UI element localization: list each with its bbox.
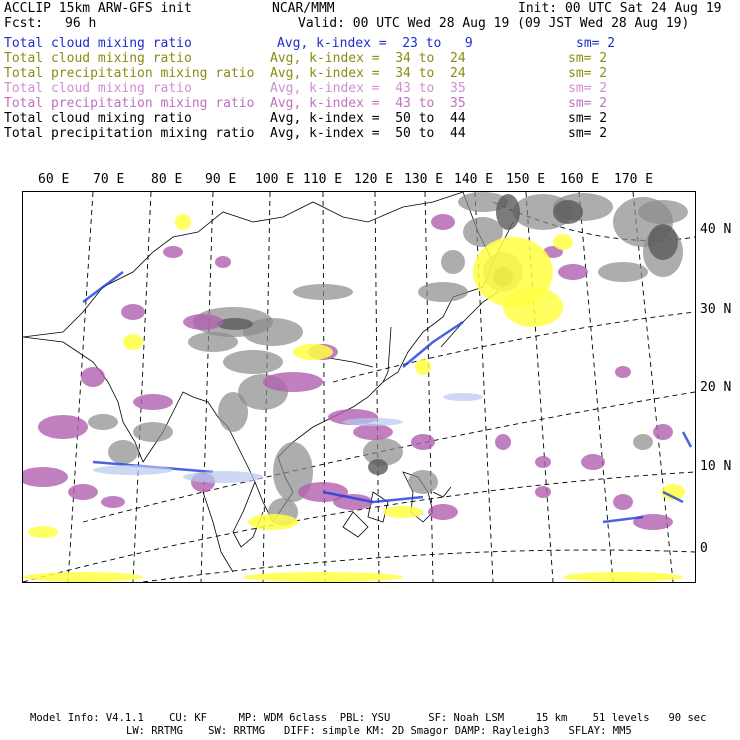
cloud-light-blue (183, 471, 263, 483)
cloud-purple (535, 486, 551, 498)
lon-label: 80 E (151, 172, 183, 187)
meridian-line (68, 192, 93, 582)
map-panel (22, 191, 696, 583)
model-title: ACCLIP 15km ARW-GFS init (4, 1, 192, 16)
cloud-dark-gray (217, 318, 253, 330)
lon-label: 120 E (354, 172, 394, 187)
lon-label: 110 E (303, 172, 343, 187)
cloud-purple (615, 366, 631, 378)
lat-label: 0 (700, 541, 708, 556)
model-info-line2: LW: RRTMG SW: RRTMG DIFF: simple KM: 2D Smagor DAMP: Rayleigh3 SFLAY: MM5 (126, 725, 632, 737)
cloud-yellow (293, 344, 333, 360)
lon-label: 90 E (205, 172, 237, 187)
cloud-gray (408, 470, 438, 494)
legend-field-name: Total cloud mixing ratio (4, 81, 192, 96)
coastline (343, 512, 368, 537)
legend-field-name: Total precipitation mixing ratio (4, 126, 255, 141)
legend-field-avg: Avg, k-index = 43 to 35 (270, 96, 466, 111)
fcst-value: 96 h (65, 16, 97, 31)
cloud-purple (581, 454, 605, 470)
cloud-gray (188, 332, 238, 352)
cloud-gray (88, 414, 118, 430)
cloud-purple (81, 367, 105, 387)
cloud-purple (133, 394, 173, 410)
cloud-purple (431, 214, 455, 230)
meridian-line (323, 192, 325, 582)
cloud-purple (353, 424, 393, 440)
legend-field-sm: sm= 2 (568, 126, 608, 141)
cloud-purple (183, 314, 223, 330)
cloud-purple (68, 484, 98, 500)
cloud-yellow (175, 214, 191, 230)
init-time: Init: 00 UTC Sat 24 Aug 19 (518, 1, 722, 16)
legend-field-sm: sm= 2 (568, 51, 608, 66)
cloud-yellow (28, 526, 58, 538)
map-canvas (23, 192, 695, 582)
legend-field-name: Total cloud mixing ratio (4, 51, 192, 66)
lat-label: 40 N (700, 222, 732, 237)
cloud-yellow (23, 572, 143, 582)
cloud-purple (653, 424, 673, 440)
cloud-purple (38, 415, 88, 439)
cloud-light-blue (93, 465, 173, 475)
parallel-line (23, 472, 695, 582)
legend-field-sm: sm= 2 (568, 96, 608, 111)
cloud-purple (535, 456, 551, 468)
cloud-purple (558, 264, 588, 280)
lon-label: 150 E (506, 172, 546, 187)
coastline (203, 492, 233, 572)
cloud-blue (403, 322, 463, 367)
meridian-line (579, 192, 613, 582)
cloud-yellow (243, 572, 403, 582)
cloud-purple (428, 504, 458, 520)
cloud-gray (218, 392, 248, 432)
cloud-light-blue (343, 418, 403, 426)
cloud-purple (101, 496, 125, 508)
cloud-yellow (383, 506, 423, 518)
legend-field-sm: sm= 2 (568, 66, 608, 81)
meridian-line (425, 192, 433, 582)
cloud-yellow (553, 234, 573, 250)
cloud-purple (613, 494, 633, 510)
lon-label: 140 E (454, 172, 494, 187)
cloud-gray (598, 262, 648, 282)
legend-field-name: Total cloud mixing ratio (4, 36, 192, 51)
lat-label: 20 N (700, 380, 732, 395)
lon-label: 130 E (404, 172, 444, 187)
cloud-purple (263, 372, 323, 392)
cloud-dark-gray (648, 224, 678, 260)
cloud-gray (133, 422, 173, 442)
lon-label: 170 E (614, 172, 654, 187)
lat-label: 10 N (700, 459, 732, 474)
meridian-line (133, 192, 151, 582)
legend-field-avg: Avg, k-index = 43 to 35 (270, 81, 466, 96)
center-name: NCAR/MMM (272, 1, 335, 16)
cloud-gray (418, 282, 468, 302)
legend-field-name: Total precipitation mixing ratio (4, 66, 255, 81)
legend-field-avg: Avg, k-index = 23 to 9 (277, 36, 473, 51)
cloud-yellow (248, 514, 298, 530)
cloud-yellow (563, 572, 683, 582)
cloud-yellow (123, 334, 143, 350)
parallel-line (333, 312, 695, 382)
model-info-line1: Model Info: V4.1.1 CU: KF MP: WDM 6class PBL: YSU SF: Noah LSM 15 km 51 levels 90 sec (30, 712, 707, 724)
legend-field-avg: Avg, k-index = 50 to 44 (270, 126, 466, 141)
cloud-purple (495, 434, 511, 450)
fcst-label: Fcst: (4, 16, 44, 31)
cloud-gray (293, 284, 353, 300)
legend-field-sm: sm= 2 (568, 111, 608, 126)
valid-time: Valid: 00 UTC Wed 28 Aug 19 (09 JST Wed 28 Aug 19) (298, 16, 690, 31)
coastline (383, 327, 391, 382)
legend-field-name: Total precipitation mixing ratio (4, 96, 255, 111)
cloud-purple (121, 304, 145, 320)
cloud-purple (163, 246, 183, 258)
legend-field-avg: Avg, k-index = 34 to 24 (270, 51, 466, 66)
legend-field-avg: Avg, k-index = 34 to 24 (270, 66, 466, 81)
lon-label: 100 E (255, 172, 295, 187)
cloud-gray (108, 440, 138, 464)
lon-label: 60 E (38, 172, 70, 187)
cloud-gray (638, 200, 688, 224)
cloud-gray (441, 250, 465, 274)
cloud-dark-gray (553, 200, 583, 224)
legend-field-sm: sm= 2 (576, 36, 616, 51)
meridian-line (201, 192, 213, 582)
lat-label: 30 N (700, 302, 732, 317)
cloud-dark-gray (496, 194, 520, 230)
legend-field-sm: sm= 2 (568, 81, 608, 96)
cloud-dark-gray (368, 459, 388, 475)
cloud-purple (215, 256, 231, 268)
cloud-purple (411, 434, 435, 450)
cloud-light-blue (443, 393, 483, 401)
legend-field-name: Total cloud mixing ratio (4, 111, 192, 126)
cloud-purple (23, 467, 68, 487)
legend-field-avg: Avg, k-index = 50 to 44 (270, 111, 466, 126)
cloud-gray (223, 350, 283, 374)
cloud-yellow (415, 359, 431, 375)
coastline (433, 487, 451, 497)
cloud-gray (633, 434, 653, 450)
cloud-blue (83, 272, 123, 302)
lon-label: 160 E (560, 172, 600, 187)
cloud-yellow (503, 287, 563, 327)
lon-label: 70 E (93, 172, 125, 187)
cloud-blue (683, 432, 691, 447)
